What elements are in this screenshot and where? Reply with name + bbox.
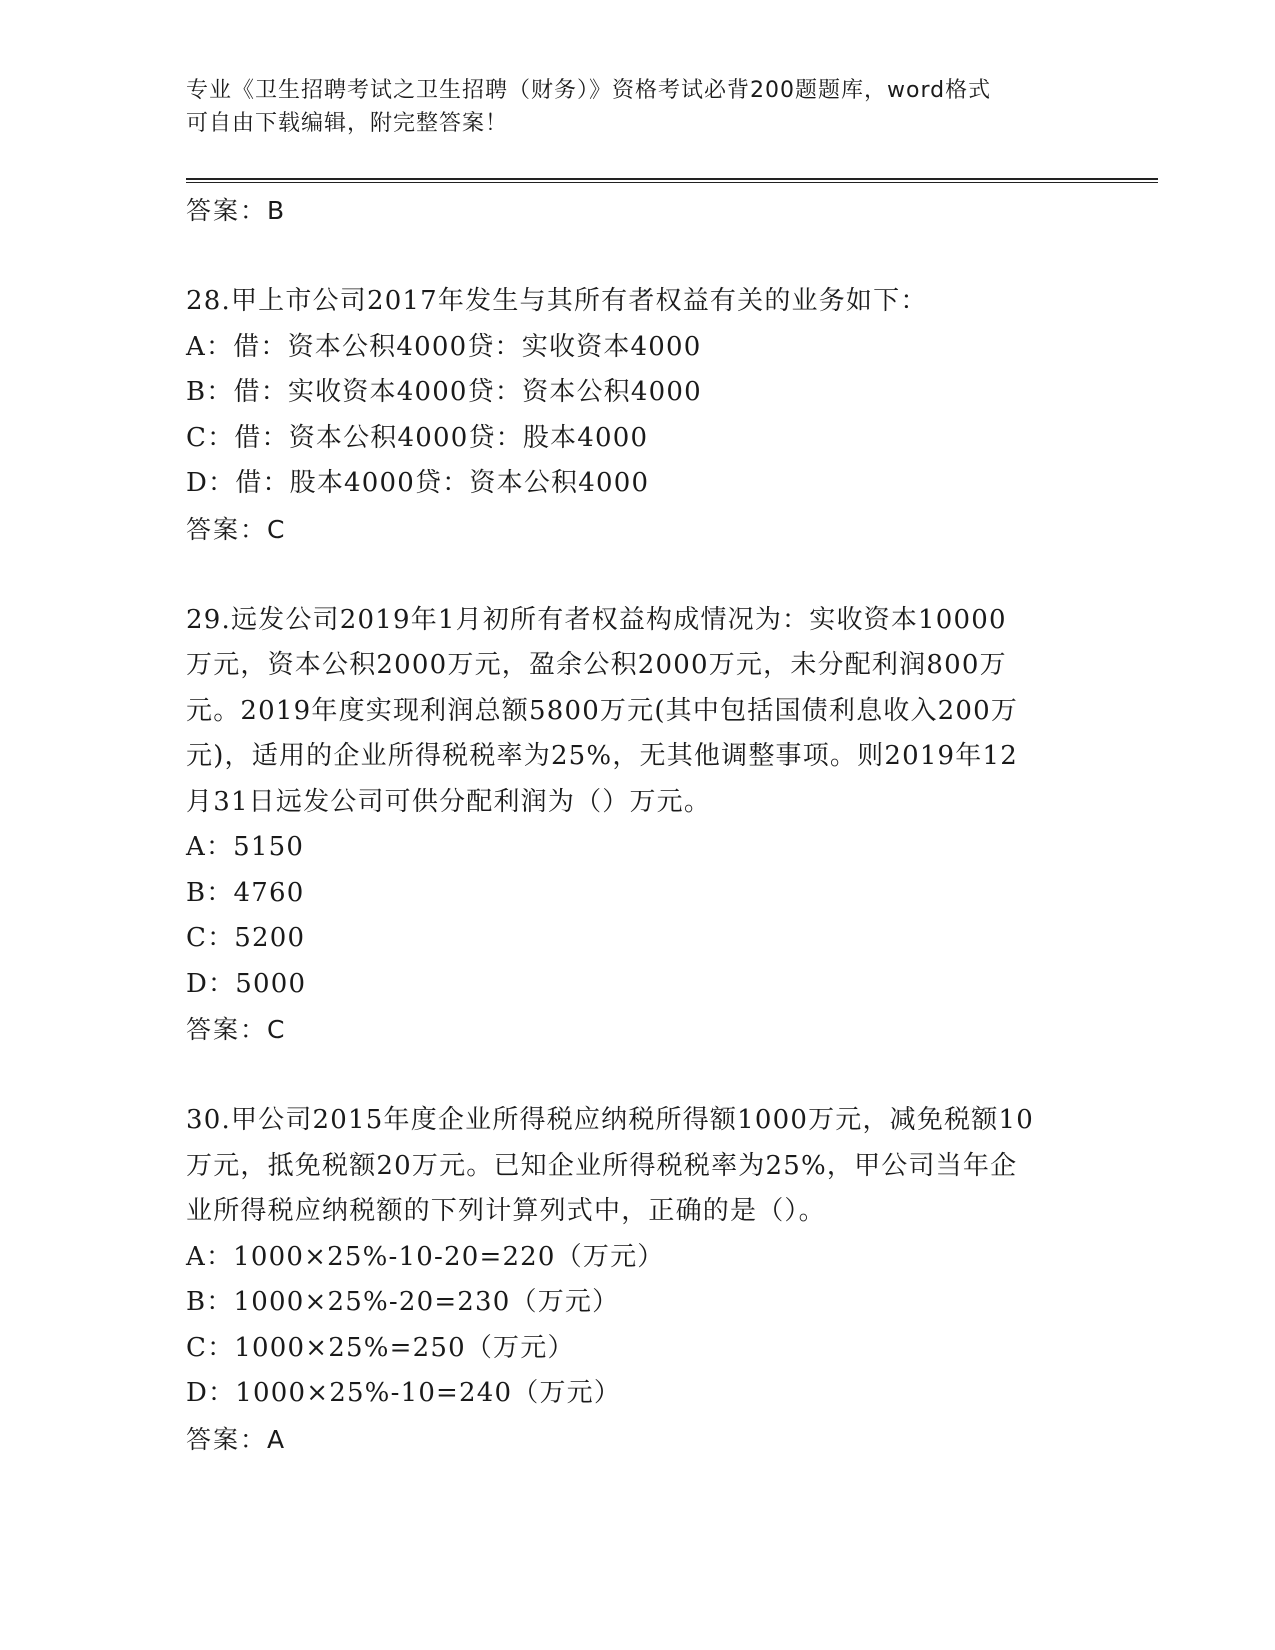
option-c: C：1000×25%=250（万元） (186, 1332, 575, 1363)
answer-line: 答案：A (186, 1424, 287, 1454)
question-text-line: 29.远发公司2019年1月初所有者权益构成情况为：实收资本10000 (186, 604, 1007, 635)
answer-line: 答案：C (186, 1015, 287, 1044)
option-c: C：5200 (186, 923, 306, 953)
question-text-line: 业所得税应纳税额的下列计算列式中，正确的是（）。 (186, 1196, 826, 1226)
option-b: B：1000×25%-20=230（万元） (186, 1287, 620, 1317)
previous-answer: 答案：B (186, 196, 287, 225)
spacer (186, 1053, 1086, 1099)
option-b: B：4760 (186, 877, 305, 908)
spacer (186, 552, 1086, 598)
header-divider (186, 178, 1158, 183)
question-list (186, 188, 1086, 1462)
question-text-line: 元。2019年度实现利润总额5800万元(其中包括国债利息收入200万 (186, 695, 1019, 726)
option-d: D：借：股本4000贷：资本公积4000 (186, 468, 650, 498)
question-text-line: 月31日远发公司可供分配利润为（）万元。 (186, 786, 712, 817)
option-a: A：借：资本公积4000贷：实收资本4000 (186, 331, 702, 362)
option-a: A：5150 (186, 832, 305, 862)
question-text-line: 万元，抵免税额20万元。已知企业所得税税率为25%，甲公司当年企 (186, 1150, 1018, 1181)
question-29 (186, 598, 1086, 1053)
question-text-line: 万元，资本公积2000万元，盈余公积2000万元，未分配利润800万 (186, 650, 1007, 680)
option-c: C：借：资本公积4000贷：股本4000 (186, 422, 649, 453)
page-header (186, 74, 1086, 140)
question-text-line: 30.甲公司2015年度企业所得税应纳税所得额1000万元，减免税额10 (186, 1105, 1034, 1135)
header-line-1: 专业《卫生招聘考试之卫生招聘（财务）》资格考试必背200题题库，word格式 (186, 78, 992, 103)
question-text-line: 28.甲上市公司2017年发生与其所有者权益有关的业务如下： (186, 286, 928, 316)
option-d: D：1000×25%-10=240（万元） (186, 1378, 622, 1408)
option-b: B：借：实收资本4000贷：资本公积4000 (186, 377, 702, 407)
answer-line: 答案：C (186, 514, 287, 544)
header-line-2: 可自由下载编辑，附完整答案！ (186, 111, 509, 136)
option-a: A：1000×25%-10-20=220（万元） (186, 1241, 665, 1272)
option-d: D：5000 (186, 968, 307, 999)
question-28 (186, 279, 1086, 552)
spacer (186, 234, 1086, 280)
question-30 (186, 1098, 1086, 1462)
question-text-line: 元)，适用的企业所得税税率为25%，无其他调整事项。则2019年12 (186, 741, 1018, 771)
